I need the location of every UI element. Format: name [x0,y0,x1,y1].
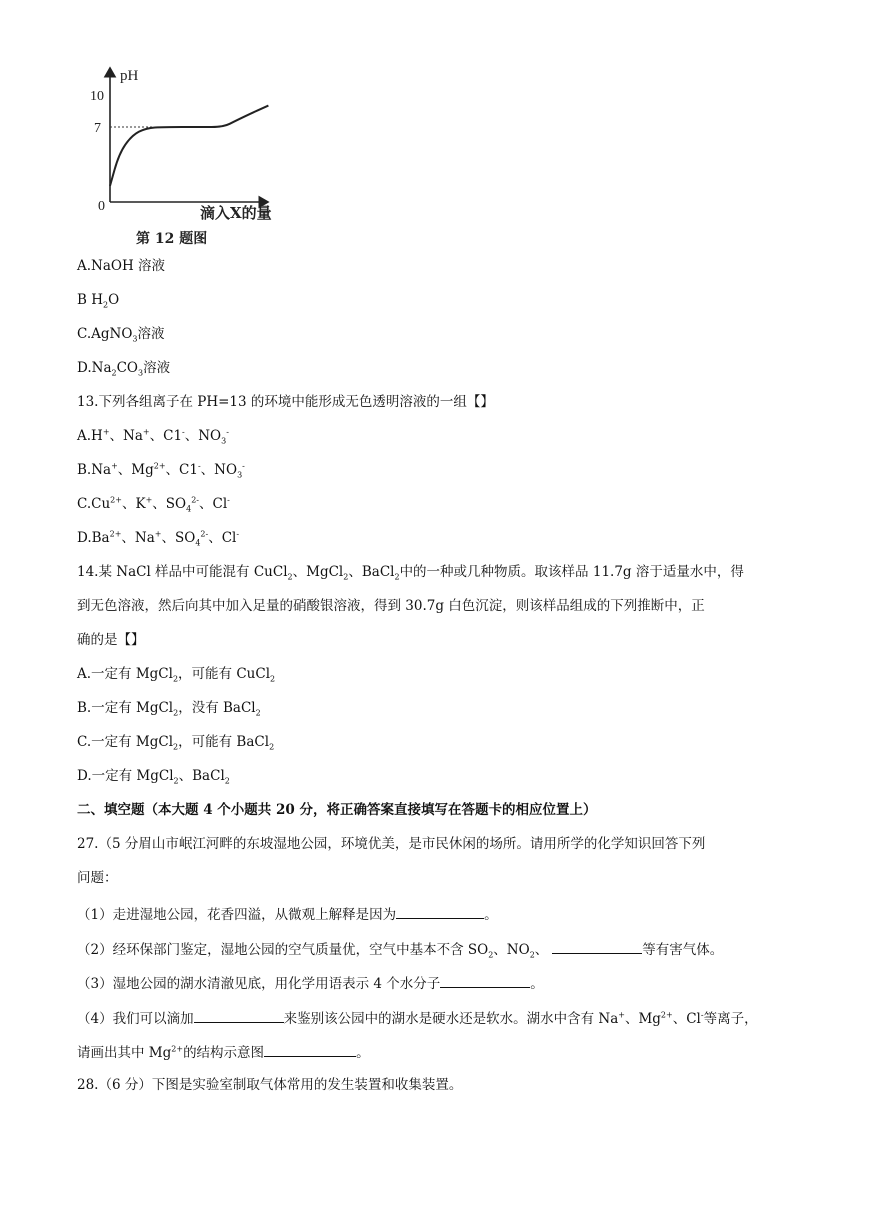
tick-7-label: 7 [94,121,101,136]
q14-stem-line-2: 到无色溶液，然后向其中加入足量的硝酸银溶液，得到 30.7g 白色沉淀，则该样品组成的下列推断中，正 [77,598,705,614]
q14-stem-line-1: 14.某 NaCl 样品中可能混有 CuCl$_2$、MgCl$_2$、BaCl$_2$中的一种或几种物质。取该样品 11.7g 溶于适量水中，得 [77,564,744,582]
q27-stem-line-2: 问题： [77,870,118,886]
origin-label: 0 [98,199,105,214]
q27-stem-line-1: 27.（5 分眉山市岷江河畔的东坡湿地公园，环境优美，是市民休闲的场所。请用所学的化学知识回答下列 [77,836,706,852]
q12-option-c: C.AgNO$_3$溶液 [77,326,165,344]
q13-option-b: B.Na+、$Mg^{2+}$、C1-、$NO_3^-$ [77,461,245,480]
q14-stem-line-3: 确的是【】 [77,632,145,648]
q27-part-3: （3）湿地公园的湖水清澈见底，用化学用语表示 4 个水分子 。 [77,973,544,993]
q12-option-b: B $H_2O$ [77,292,120,310]
ph-curve [110,106,268,186]
q27-part-4: （4）我们可以滴加 来鉴别该公园中的湖水是硬水还是软水。湖水中含有 Na+、$Mg^{2+}$、Cl-等离子， [77,1008,758,1028]
answer-blank-5[interactable] [264,1042,356,1057]
q13-option-c: $C.Cu^{2+}$、K+、$SO_4^{2-}$、Cl- [77,495,230,514]
q13-stem: 13.下列各组离子在 PH=13 的环境中能形成无色透明溶液的一组【】 [77,394,494,410]
x-axis-label: 滴入X的量 [200,204,272,222]
q27-part-1: （1）走进湿地公园，花香四溢，从微观上解释是因为 。 [77,904,498,924]
answer-blank-3[interactable] [440,973,530,988]
q14-option-b: B.一定有 MgCl$_2$，没有 BaCl$_2$ [77,700,261,718]
q27-part-2: （2）经环保部门鉴定，湿地公园的空气质量优，空气中基本不含 $SO_2$、$NO_2$、 等有害气体。 [77,939,723,959]
q13-option-a: A.H+、Na+、C1-、$NO_3^-$ [77,427,229,446]
answer-blank-2[interactable] [552,939,642,954]
q14-option-a: A.一定有 MgCl$_2$，可能有 CuCl$_2$ [77,666,276,684]
q14-option-d: D.一定有 MgCl$_2$、BaCl$_2$ [77,768,230,786]
section-2-heading: 二、填空题（本大题 4 个小题共 20 分，将正确答案直接填写在答题卡的相应位置上） [77,802,597,818]
figure-caption: 第 12 题图 [136,231,208,247]
answer-blank-1[interactable] [396,904,484,919]
q28-stem: 28.（6 分）下图是实验室制取气体常用的发生装置和收集装置。 [77,1077,463,1093]
q14-option-c: C.一定有 MgCl$_2$，可能有 BaCl$_2$ [77,734,275,752]
ph-curve-figure [88,62,298,252]
q13-option-d: $D.Ba^{2+}$、Na+、$SO_4^{2-}$、Cl- [77,529,240,548]
tick-10-label: 10 [90,89,104,104]
y-axis-label: pH [120,68,139,84]
ph-chart [88,62,298,252]
q27-part-4-continued: 请画出其中 $Mg^{2+}$的结构示意图 。 [77,1042,370,1062]
q12-option-d: $D.Na_2CO_3$溶液 [77,360,171,378]
answer-blank-4[interactable] [194,1008,284,1023]
q12-option-a: A.NaOH 溶液 [77,258,166,274]
